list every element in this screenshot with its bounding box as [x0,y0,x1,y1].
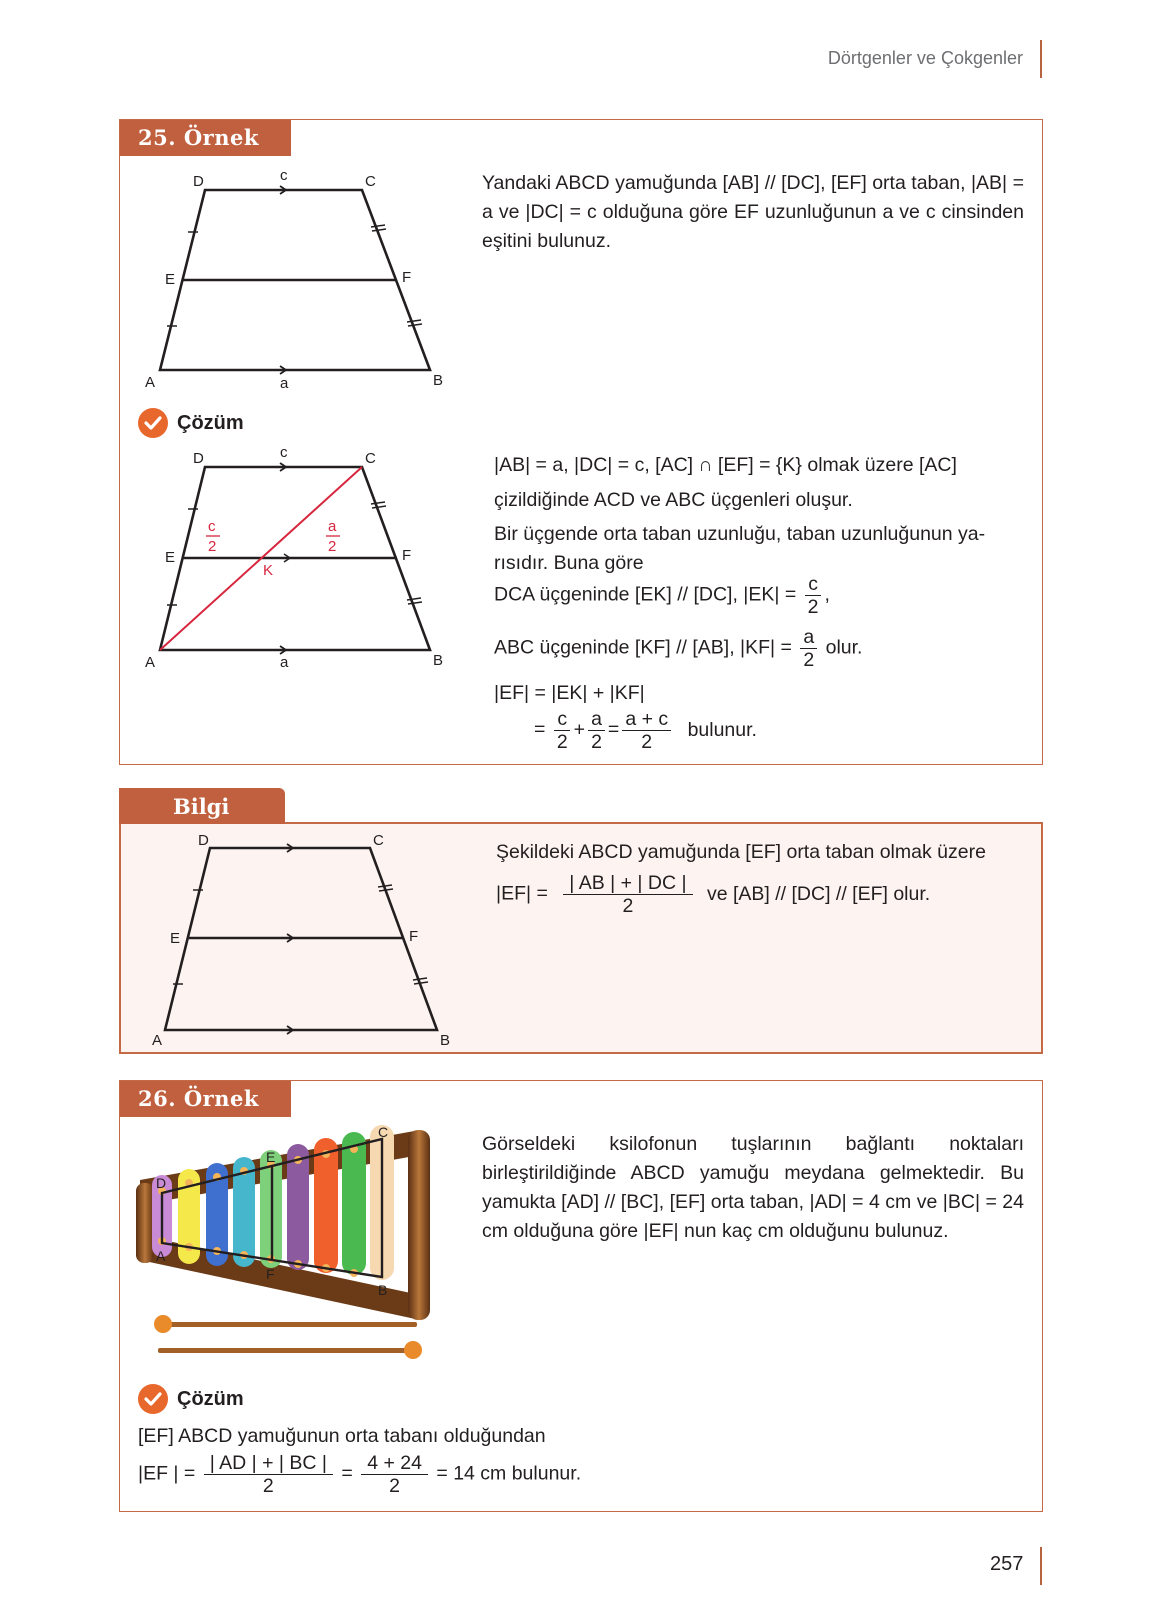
svg-text:F: F [402,547,412,564]
svg-text:E: E [170,930,181,947]
svg-text:A: A [152,1032,163,1049]
example-26-question: Görseldeki ksilofonun tuşlarının bağlantı noktaları birleştirildiğinde ABCD yamuğu meydana gelmektedir. Bu yamukta [AD] // [BC], [EF] orta taban, |AD| = 4 cm ve |BC| = 24 cm olduğuna göre |EF| nun kaç cm olduğunu bulunuz. [482,1133,1024,1242]
solution-heading-26 [138,1384,244,1414]
svg-text:c: c [208,518,216,535]
example-26-tag: 26. Örnek [120,1081,291,1117]
solution-25-result: = $\frac{c}{2}$ + $\frac{a}{2}$ = $\frac{a + c}{2}$ bulunur. [534,708,757,753]
solution-25-text: |AB| = a, |DC| = c, [AC] ∩ [EF] = {K} olmak üzere [AC] çizildiğinde ACD ve ABC üçgenleri oluşur. Bir üçgende orta taban uzunluğu, taban uzunluğunun ya- rısıdır. Buna göre [494,454,986,574]
svg-text:D: D [156,1175,167,1191]
solution-label: Çözüm [177,1387,244,1410]
example-25-tag: 25. Örnek [120,120,291,156]
svg-text:2: 2 [328,538,337,555]
svg-text:B: B [433,652,444,669]
svg-text:E: E [266,1149,276,1165]
svg-text:a: a [280,654,289,671]
info-tag: Bilgi [119,788,285,824]
svg-text:K: K [263,562,274,579]
solution-26-text: [EF] ABCD yamuğunun orta tabanı olduğundan [138,1425,546,1447]
check-icon [138,1384,168,1414]
svg-text:a: a [328,518,337,535]
solution-heading-25 [138,408,244,438]
svg-text:c: c [280,447,288,461]
page-number: 257 [990,1553,1024,1575]
svg-text:A: A [145,654,156,671]
solution-25-kf: ABC üçgeninde [KF] // [AB], |KF| = $\frac{a}{2}$ olur. [494,626,863,671]
info-text: Şekildeki ABCD yamuğunda [EF] orta taban olmak üzere [496,841,986,863]
svg-text:C: C [378,1125,389,1140]
svg-text:A: A [156,1248,166,1264]
solution-25-ef: |EF| = |EK| + |KF| [494,682,645,704]
svg-text:B: B [378,1282,388,1298]
header-divider [1040,40,1042,78]
trapezoid-figure-25 [140,170,460,395]
info-formula: |EF| = $\frac{| AB | + | DC |}{2}$ ve [AB] // [DC] // [EF] olur. [496,872,931,917]
example-25-question: Yandaki ABCD yamuğunda [AB] // [DC], [EF] orta taban, |AB| = a ve |DC| = c olduğuna göre EF uzunluğunun a ve c cinsinden eşitini bulunuz. [482,172,1024,252]
svg-text:D: D [193,450,204,467]
label-F: F [402,269,412,286]
label-E: E [165,271,176,288]
xylophone-illustration [130,1125,440,1365]
svg-text:B: B [440,1032,451,1049]
svg-text:F: F [266,1266,275,1282]
solution-25-ek: DCA üçgeninde [EK] // [DC], |EK| = $\frac{c}{2}$ , [494,573,830,618]
svg-text:2: 2 [208,538,217,555]
running-title: Dörtgenler ve Çokgenler [827,48,1023,68]
svg-text:C: C [373,832,384,849]
solution-26-formula: |EF | = $\frac{| AD | + | BC |}{2}$ = $\frac{4 + 24}{2}$ = 14 cm bulunur. [138,1452,582,1497]
label-B: B [433,372,444,389]
label-D: D [193,173,204,190]
label-a: a [280,375,289,392]
label-c: c [280,170,288,184]
check-icon [138,408,168,438]
svg-text:E: E [165,549,176,566]
svg-text:D: D [198,832,209,849]
label-C: C [365,173,376,190]
trapezoid-info-figure [145,830,465,1050]
label-A: A [145,374,156,391]
solution-label: Çözüm [177,411,244,434]
trapezoid-solution-figure-25 [140,447,460,672]
svg-text:C: C [365,450,376,467]
svg-text:F: F [409,928,419,945]
footer-divider [1040,1547,1042,1585]
